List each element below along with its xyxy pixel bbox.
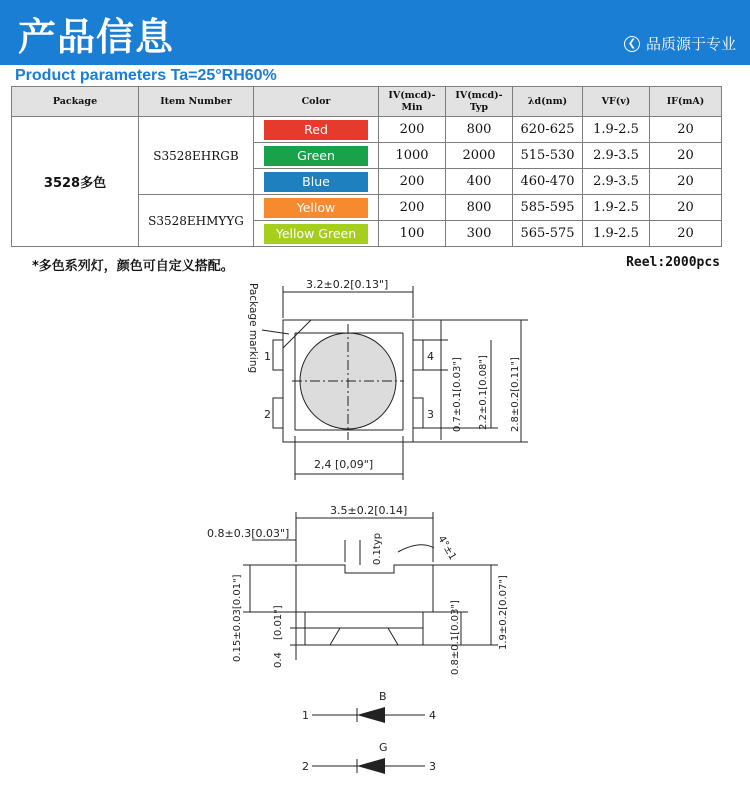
parameters-title: Product parameters Ta=25°RH60% [15,67,277,84]
quality-link[interactable] [624,33,736,54]
iv-min-cell: 200 [379,117,446,143]
item-number-cell: S3528EHRGB [139,117,254,195]
color-swatch: Yellow Green [264,224,368,244]
dimension-drawing [0,270,750,800]
lead-dimension: 0.8±0.3[0.03"] [207,527,290,540]
spec-table [11,86,722,247]
diode-arrow-b [357,707,385,723]
column-header: Package [12,87,139,117]
pin-label: 2 [264,408,271,421]
circuit-pin: 1 [302,709,309,722]
dim-mid-label: 2.2±0.1[0.08"] [478,355,489,430]
column-header: IV(mcd)- Typ [446,87,513,117]
side-view-base [330,628,340,645]
item-number-cell: S3528EHMYYG [139,195,254,247]
pad-1 [273,340,283,370]
if-cell: 20 [650,169,722,195]
angle-dimension: 4°±1 [435,534,458,563]
vf-cell: 2.9-3.5 [583,169,650,195]
top-bottom-dimension: 2,4 [0,09"] [314,458,374,471]
dim-19-label: 1.9±0.2[0.07"] [498,575,509,650]
angle-arc [398,545,434,552]
iv-min-cell: 200 [379,169,446,195]
column-header: VF(v) [583,87,650,117]
circuit-label: G [379,741,388,754]
iv-min-cell: 100 [379,221,446,247]
top-width-dimension: 3.2±0.2[0.13"] [306,278,389,291]
iv-typ-cell: 800 [446,117,513,143]
iv-typ-cell: 300 [446,221,513,247]
pad-2 [273,398,283,428]
vf-cell: 1.9-2.5 [583,195,650,221]
wavelength-cell: 565-575 [513,221,583,247]
chevron-left-circle-icon: ❮ [624,36,640,52]
wavelength-cell: 515-530 [513,143,583,169]
pad-4 [413,340,423,370]
column-header: λd(nm) [513,87,583,117]
column-header: Color [254,87,379,117]
side-view-body [296,565,433,612]
iv-min-cell: 200 [379,195,446,221]
wavelength-cell: 585-595 [513,195,583,221]
quality-link-label: 品质源于专业 [645,35,736,53]
typ-dimension: 0.1typ [372,532,383,565]
dim-08-label: 0.8±0.1[0.03"] [450,600,461,675]
circuit-pin: 4 [429,709,436,722]
dim-015-label: 0.15±0.03[0.01"] [232,574,243,662]
iv-min-cell: 1000 [379,143,446,169]
pad-3 [413,398,423,428]
side-view-base [388,628,398,645]
side-width-dimension: 3.5±0.2[0.14] [330,504,408,517]
package-marking-label: Package marking [247,283,259,374]
pin-label: 4 [427,350,434,363]
iv-typ-cell: 800 [446,195,513,221]
iv-typ-cell: 400 [446,169,513,195]
circuit-label: B [379,690,387,703]
color-cell [254,221,379,247]
color-cell [254,195,379,221]
color-swatch: Blue [264,172,368,192]
page-title: 产品信息 [18,14,175,59]
color-note: *多色系列灯，颜色可自定义搭配。 [32,259,234,274]
pin-label: 1 [264,350,271,363]
if-cell: 20 [650,117,722,143]
package-cell: 3528多色 [12,117,139,247]
color-swatch: Yellow [264,198,368,218]
color-swatch: Red [264,120,368,140]
color-cell [254,143,379,169]
table-row [12,117,722,143]
vf-cell: 1.9-2.5 [583,117,650,143]
circuit-pin: 2 [302,760,309,773]
wavelength-cell: 620-625 [513,117,583,143]
table-header-row [12,87,722,117]
column-header: IV(mcd)- Min [379,87,446,117]
dim-04-label: 0.4 [273,652,284,668]
vf-cell: 1.9-2.5 [583,221,650,247]
if-cell: 20 [650,221,722,247]
reel-quantity: Reel:2000pcs [626,255,720,270]
column-header: IF(mA) [650,87,722,117]
vf-cell: 2.9-3.5 [583,143,650,169]
pin-label: 3 [427,408,434,421]
if-cell: 20 [650,195,722,221]
iv-typ-cell: 2000 [446,143,513,169]
color-cell [254,117,379,143]
marking-leader [262,330,289,334]
if-cell: 20 [650,143,722,169]
color-swatch: Green [264,146,368,166]
circuit-pin: 3 [429,760,436,773]
column-header: Item Number [139,87,254,117]
diode-arrow-g [357,758,385,774]
dim-large-label: 2.8±0.2[0.11"] [510,357,521,432]
dim-small-label: 0.7±0.1[0.03"] [452,357,463,432]
header-banner [0,0,750,65]
dim-001-label: [0.01"] [273,605,284,640]
color-cell [254,169,379,195]
wavelength-cell: 460-470 [513,169,583,195]
